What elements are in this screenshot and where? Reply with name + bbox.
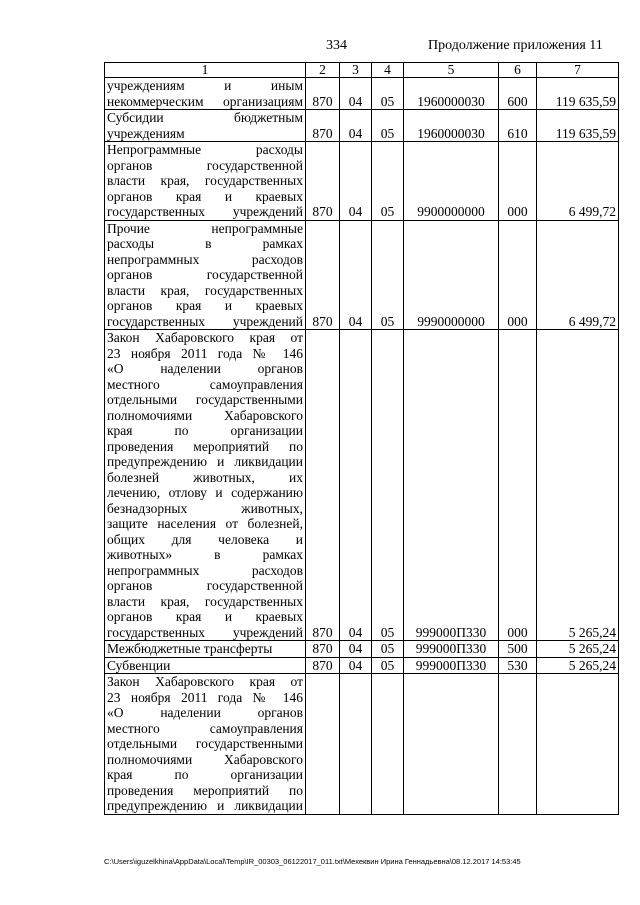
- column-number: 5: [404, 63, 499, 78]
- cell-section: 04: [340, 78, 372, 110]
- cell-target-article: 9990000000: [404, 220, 499, 330]
- cell-code: 870: [306, 142, 340, 221]
- cell-section: 04: [340, 330, 372, 641]
- cell-expense-type: 530: [499, 657, 537, 674]
- cell-target-article: [404, 674, 499, 815]
- column-number: 6: [499, 63, 537, 78]
- cell-subsection: 05: [372, 110, 404, 142]
- cell-expense-type: 000: [499, 220, 537, 330]
- column-number: 2: [306, 63, 340, 78]
- cell-code: [306, 674, 340, 815]
- cell-expense-type: 000: [499, 330, 537, 641]
- footer-path: C:\Users\iguzelkhina\AppData\Local\Temp\IR_00303_06122017_011.txt\Мехеквин Ирина Геннадьевна\08.12.2017 14:53:45: [104, 857, 521, 866]
- cell-amount: 5 265,24: [537, 330, 619, 641]
- cell-code: 870: [306, 220, 340, 330]
- column-number-row: [105, 63, 619, 78]
- cell-target-article: 999000П330: [404, 657, 499, 674]
- cell-code: 870: [306, 78, 340, 110]
- cell-target-article: 1960000030: [404, 110, 499, 142]
- cell-code: 870: [306, 657, 340, 674]
- cell-expense-type: 600: [499, 78, 537, 110]
- page-number: 334: [326, 38, 347, 53]
- column-number: 3: [340, 63, 372, 78]
- row-name: Субсидии бюджетным учреждениям: [105, 110, 306, 142]
- cell-subsection: 05: [372, 657, 404, 674]
- cell-section: 04: [340, 110, 372, 142]
- row-name: Прочие непрограммные расходы в рамках непрограммных расходов органов государственной власти края, государственных органов края и краевых государственных учреждений: [105, 220, 306, 330]
- row-name: Закон Хабаровского края от 23 ноября 2011 года № 146 «О наделении органов местного самоуправления отдельными государственными полномочиями Хабаровского края по организации проведения мероприятий по предупреждению и ликвидации: [105, 674, 306, 815]
- cell-amount: 6 499,72: [537, 220, 619, 330]
- cell-subsection: 05: [372, 78, 404, 110]
- cell-code: 870: [306, 110, 340, 142]
- cell-amount: 6 499,72: [537, 142, 619, 221]
- cell-expense-type: 000: [499, 142, 537, 221]
- row-name: учреждениям и иным некоммерческим организациям: [105, 78, 306, 110]
- budget-table: [104, 62, 619, 815]
- cell-code: 870: [306, 330, 340, 641]
- cell-amount: 119 635,59: [537, 78, 619, 110]
- cell-target-article: 1960000030: [404, 78, 499, 110]
- table-row: [105, 78, 619, 110]
- cell-target-article: 999000П330: [404, 641, 499, 658]
- table-row: [105, 641, 619, 658]
- cell-section: 04: [340, 142, 372, 221]
- column-number: 4: [372, 63, 404, 78]
- column-number: 7: [537, 63, 619, 78]
- cell-target-article: 999000П330: [404, 330, 499, 641]
- cell-subsection: 05: [372, 142, 404, 221]
- cell-subsection: [372, 674, 404, 815]
- table-row: [105, 330, 619, 641]
- row-name: Субвенции: [105, 657, 306, 674]
- cell-section: 04: [340, 641, 372, 658]
- cell-amount: 119 635,59: [537, 110, 619, 142]
- cell-subsection: 05: [372, 641, 404, 658]
- row-name: Межбюджетные трансферты: [105, 641, 306, 658]
- column-number: 1: [105, 63, 306, 78]
- cell-amount: 5 265,24: [537, 641, 619, 658]
- table-row: [105, 110, 619, 142]
- table-row: [105, 674, 619, 815]
- table-row: [105, 142, 619, 221]
- cell-expense-type: 610: [499, 110, 537, 142]
- cell-amount: 5 265,24: [537, 657, 619, 674]
- cell-section: 04: [340, 220, 372, 330]
- cell-code: 870: [306, 641, 340, 658]
- cell-section: [340, 674, 372, 815]
- table-row: [105, 220, 619, 330]
- cell-subsection: 05: [372, 220, 404, 330]
- continuation-label: Продолжение приложения 11: [428, 38, 603, 53]
- row-name: Непрограммные расходы органов государственной власти края, государственных органов края и краевых государственных учреждений: [105, 142, 306, 221]
- row-name: Закон Хабаровского края от 23 ноября 2011 года № 146 «О наделении органов местного самоуправления отдельными государственными полномочиями Хабаровского края по организации проведения мероприятий по предупреждению и ликвидации болезней животных, их лечению, отлову и содержанию безнадзорных животных, защите населения от болезней, общих для человека и животных» в рамках непрограммных расходов органов государственной власти края, государственных органов края и краевых государственных учреждений: [105, 330, 306, 641]
- cell-target-article: 9900000000: [404, 142, 499, 221]
- table-row: [105, 657, 619, 674]
- cell-expense-type: 500: [499, 641, 537, 658]
- cell-subsection: 05: [372, 330, 404, 641]
- cell-amount: [537, 674, 619, 815]
- cell-section: 04: [340, 657, 372, 674]
- cell-expense-type: [499, 674, 537, 815]
